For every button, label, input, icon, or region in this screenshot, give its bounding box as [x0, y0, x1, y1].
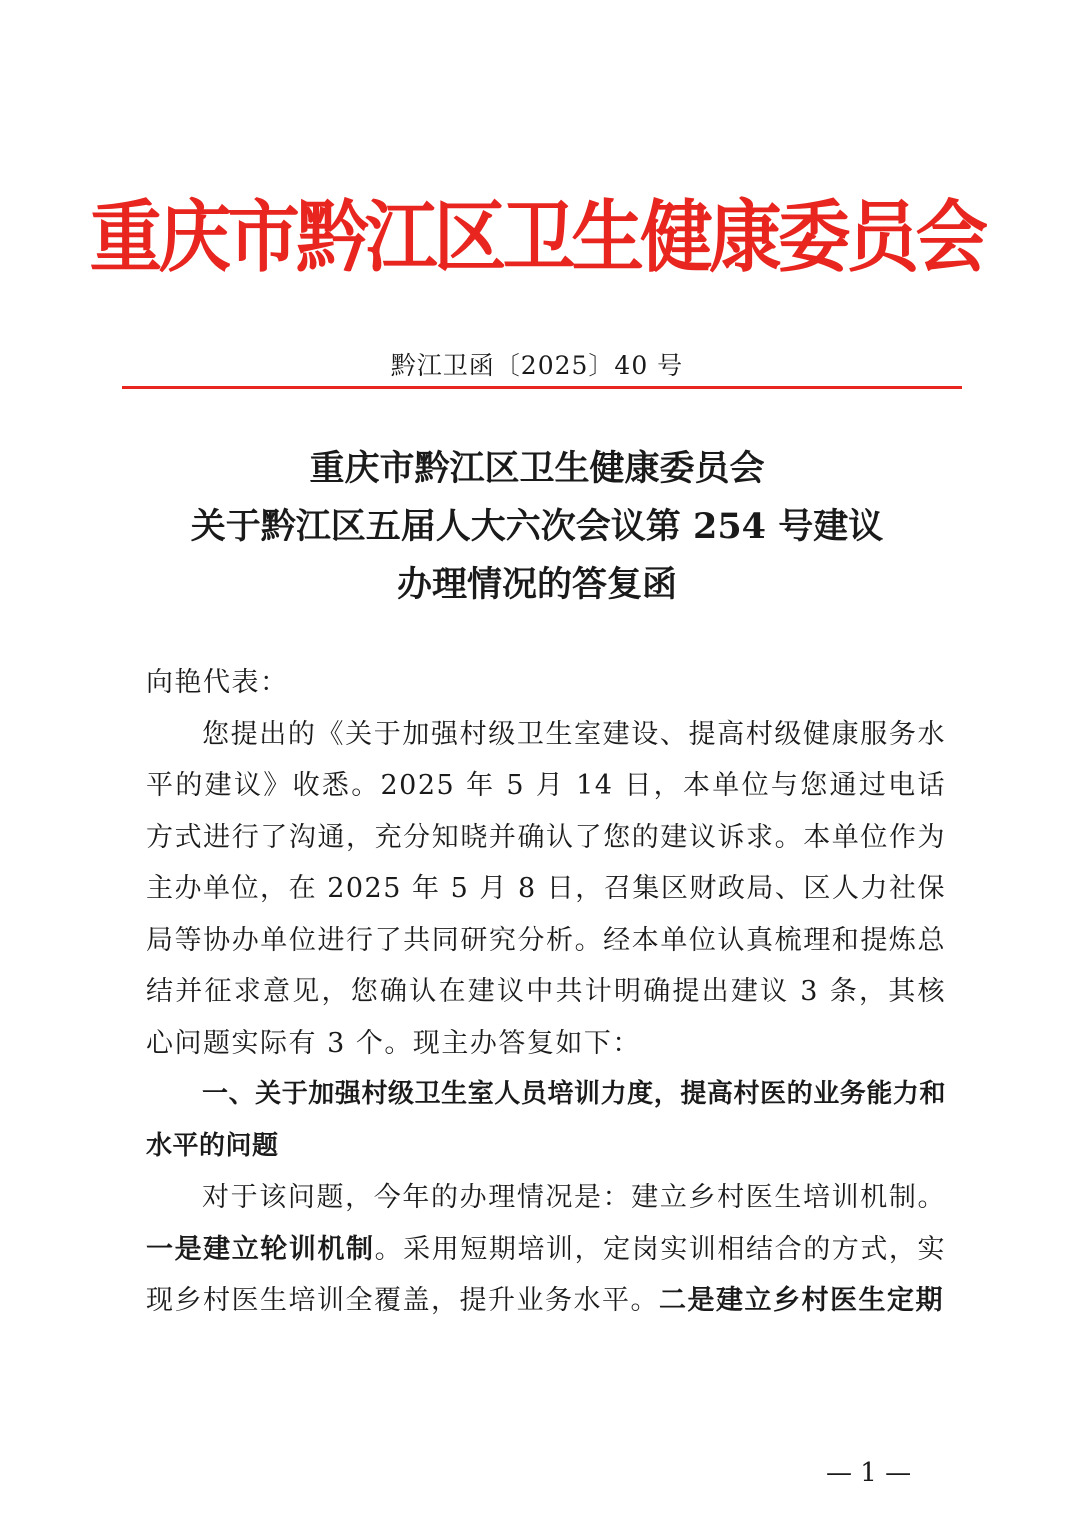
lead-phrase-2: 二是建立乡村医生定期: [659, 1285, 944, 1316]
document-number: 黔江卫函〔2025〕40 号: [390, 351, 684, 380]
page-number: — 1 —: [826, 1458, 912, 1488]
section-heading-1: 一、关于加强村级卫生室人员培训力度，提高村医的业务能力和水平的问题: [146, 1079, 946, 1161]
paragraph-text: 。采用短期培训，定岗实训相结合的方式，实现乡村医生培训全覆盖，提升业务水平。: [146, 1233, 947, 1316]
letter-body: [146, 657, 946, 1327]
letter-title: [0, 440, 1074, 614]
paragraph-section-1: [146, 1172, 946, 1327]
red-divider-line: [122, 386, 962, 389]
title-line-3: 办理情况的答复函: [396, 564, 677, 605]
title-line-2: 关于黔江区五届人大六次会议第 254 号建议: [190, 506, 884, 547]
title-line-1: 重庆市黔江区卫生健康委员会: [309, 448, 765, 489]
paragraph-intro: 您提出的《关于加强村级卫生室建设、提高村级健康服务水平的建议》收悉。2025 年 5 月 14 日，本单位与您通过电话方式进行了沟通，充分知晓并确认了您的建议诉求。本单位作为主办单位，在 2025 年 5 月 8 日，召集区财政局、区人力社保局等协办单位进行了共同研究分析。经本单位认真梳理和提炼总结并征求意见，您确认在建议中共计明确提出建议 3 条，其核心问题实际有 3 个。现主办答复如下：: [146, 718, 946, 1059]
salutation: 向艳代表：: [146, 667, 289, 698]
paragraph-text: 对于该问题，今年的办理情况是：建立乡村医生培训机制。: [202, 1182, 946, 1213]
org-letterhead: 重庆市黔江区卫生健康委员会: [89, 192, 985, 283]
lead-phrase-1: 一是建立轮训机制: [146, 1233, 375, 1265]
